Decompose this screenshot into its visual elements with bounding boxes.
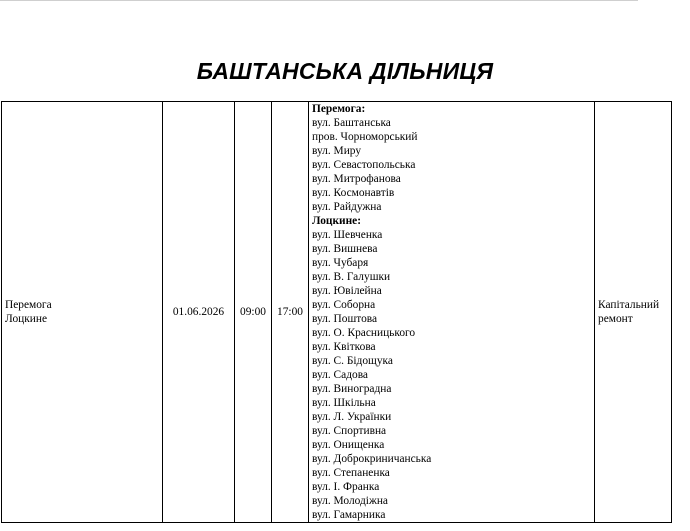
street-item: вул. Вишнева	[312, 243, 378, 255]
street-item: вул. Садова	[312, 369, 368, 381]
page-title: БАШТАНСЬКА ДІЛЬНИЦЯ	[196, 58, 494, 84]
street-item: вул. Квіткова	[312, 341, 376, 353]
reason-cell	[595, 102, 672, 523]
street-item: вул. Молодіжна	[312, 495, 388, 507]
street-item: вул. Спортивна	[312, 425, 387, 437]
street-item: вул. С. Бідощука	[312, 355, 393, 367]
street-item: вул. Виноградна	[312, 383, 392, 395]
end-time-cell: 17:00	[272, 102, 309, 523]
location-name: Лоцкине	[5, 313, 48, 325]
reason-text: ремонт	[598, 313, 633, 325]
street-item: вул. Соборна	[312, 299, 376, 311]
street-item: вул. Райдужна	[312, 201, 382, 213]
street-item: вул. Чубаря	[312, 257, 369, 269]
street-group-title: Лоцкине:	[312, 215, 361, 227]
outage-schedule-table	[1, 101, 672, 523]
street-item: вул. Онищенка	[312, 439, 385, 451]
street-item: вул. Баштанська	[312, 117, 391, 129]
street-item: вул. Ювілейна	[312, 285, 382, 297]
date-cell: 01.06.2026	[163, 102, 235, 523]
street-item: вул. Митрофанова	[312, 173, 401, 185]
street-item: пров. Чорноморський	[312, 131, 418, 143]
street-item: вул. Степаненка	[312, 467, 390, 479]
street-item: вул. О. Красницького	[312, 327, 416, 339]
street-item: вул. Доброкриничанська	[312, 453, 432, 465]
street-item: вул. І. Франка	[312, 481, 380, 493]
street-item: вул. В. Галушки	[312, 271, 391, 283]
street-item: вул. Космонавтів	[312, 187, 395, 199]
street-item: вул. Поштова	[312, 313, 378, 325]
table-row	[2, 102, 672, 523]
street-item: вул. Гамарника	[312, 509, 386, 521]
street-item: вул. Шевченка	[312, 229, 383, 241]
top-rule	[0, 0, 638, 1]
street-group-title: Перемога:	[312, 103, 366, 115]
street-item: вул. Л. Українки	[312, 411, 392, 423]
street-item: вул. Шкільна	[312, 397, 376, 409]
street-item: вул. Миру	[312, 145, 362, 157]
street-groups	[312, 102, 591, 522]
location-name: Перемога	[5, 299, 52, 311]
streets-cell	[309, 102, 595, 523]
street-item: вул. Севастопольська	[312, 159, 416, 171]
locations-cell	[2, 102, 163, 523]
start-time-cell: 09:00	[235, 102, 272, 523]
reason-text: Капітальний	[598, 299, 660, 311]
